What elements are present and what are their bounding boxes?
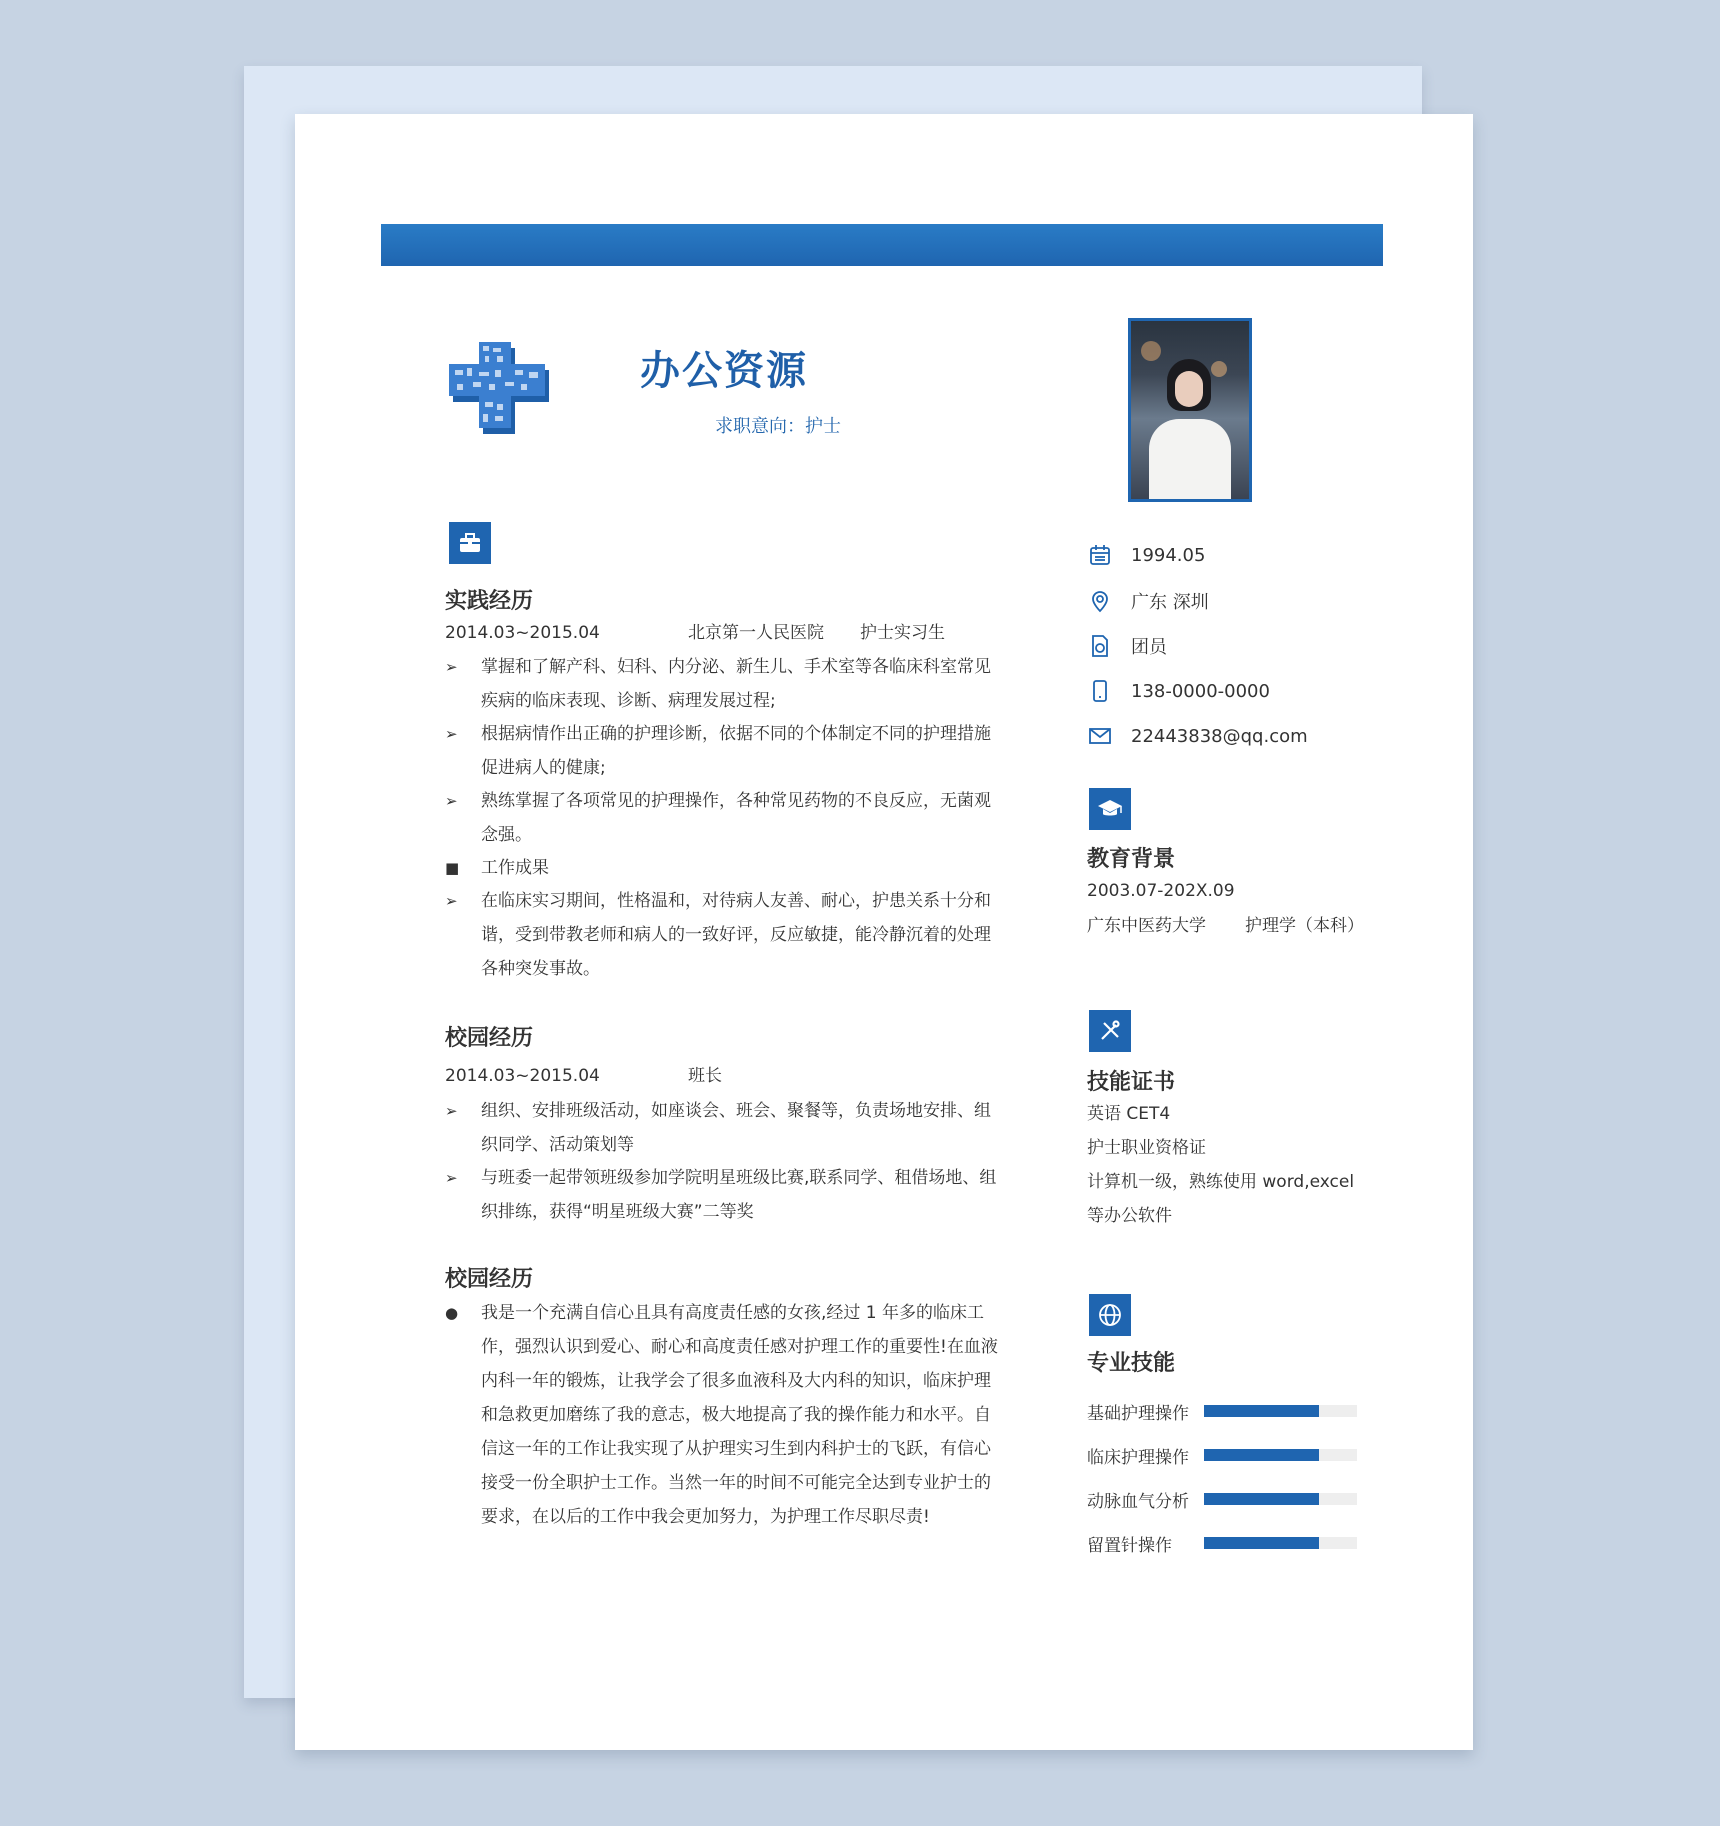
practice-org: 北京第一人民医院 <box>688 623 824 643</box>
header-bar <box>381 224 1383 266</box>
practice-role: 护士实习生 <box>860 623 945 643</box>
resume-page <box>295 114 1473 1750</box>
skill-bar <box>1204 1493 1357 1505</box>
education-school: 广东中医药大学 <box>1087 916 1206 936</box>
arrow-bullet-icon: ➢ <box>445 658 458 676</box>
campus-title: 校园经历 <box>445 1026 534 1051</box>
arrow-bullet-icon: ➢ <box>445 792 458 810</box>
list-item: ➢ 掌握和了解产科、妇科、内分泌、新生儿、手术室等各临床科室常见疾病的临床表现、诊断、病理发展过程; <box>445 650 1005 718</box>
list-item: ➢ 在临床实习期间，性格温和，对待病人友善、耐心，护患关系十分和谐，受到带教老师和病人的一致好评，反应敏捷，能冷静沉着的处理各种突发事故。 <box>445 884 1005 986</box>
arrow-bullet-icon: ➢ <box>445 1169 458 1187</box>
cross-logo-icon <box>445 332 561 436</box>
skill-row: 基础护理操作 <box>1087 1397 1357 1425</box>
list-item: ➢ 熟练掌握了各项常见的护理操作，各种常见药物的不良反应，无菌观念强。 <box>445 784 1005 852</box>
arrow-bullet-icon: ➢ <box>445 725 458 743</box>
cert-line: 等办公软件 <box>1087 1206 1172 1226</box>
education-major: 护理学（本科） <box>1245 916 1364 936</box>
education-period: 2003.07-202X.09 <box>1087 881 1235 901</box>
globe-icon <box>1089 1294 1131 1336</box>
list-item: ➢ 与班委一起带领班级参加学院明星班级比赛,联系同学、租借场地、组织排练，获得“明星班级大赛”二等奖 <box>445 1161 1005 1229</box>
tools-icon <box>1089 1010 1131 1052</box>
skill-bar-fill <box>1204 1493 1319 1505</box>
square-bullet-icon: ■ <box>445 859 460 877</box>
job-intent-label: 求职意向： <box>715 416 805 437</box>
arrow-bullet-icon: ➢ <box>445 1102 458 1120</box>
cert-line: 计算机一级，熟练使用 word,excel <box>1087 1172 1355 1192</box>
job-intent <box>715 412 841 438</box>
skill-bar <box>1204 1449 1357 1461</box>
skill-row: 临床护理操作 <box>1087 1441 1357 1469</box>
skills-title: 专业技能 <box>1087 1351 1176 1376</box>
practice-period: 2014.03~2015.04 <box>445 623 600 643</box>
candidate-name: 办公资源 <box>640 348 808 394</box>
job-intent-value: 护士 <box>805 416 841 437</box>
mail-icon <box>1087 723 1113 749</box>
cert-line: 护士职业资格证 <box>1087 1138 1206 1158</box>
skill-row: 动脉血气分析 <box>1087 1485 1357 1513</box>
arrow-bullet-icon: ➢ <box>445 892 458 910</box>
campus-role: 班长 <box>688 1066 722 1086</box>
location-pin-icon <box>1087 588 1113 614</box>
cert-line: 英语 CET4 <box>1087 1104 1171 1124</box>
info-location: 广东 深圳 <box>1087 586 1209 616</box>
info-politics: 团员 <box>1087 631 1167 661</box>
phone-icon <box>1087 678 1113 704</box>
list-item: ■ 工作成果 <box>445 851 1005 885</box>
skill-row: 留置针操作 <box>1087 1529 1357 1557</box>
skill-bar <box>1204 1405 1357 1417</box>
list-item: ➢ 根据病情作出正确的护理诊断，依据不同的个体制定不同的护理措施促进病人的健康; <box>445 717 1005 785</box>
profile-photo <box>1128 318 1252 502</box>
info-phone: 138-0000-0000 <box>1087 676 1270 706</box>
self-evaluation: ● 我是一个充满自信心且具有高度责任感的女孩,经过 1 年多的临床工作，强烈认识到爱心、耐心和高度责任感对护理工作的重要性!在血液内科一年的锻炼，让我学会了很多血液科及大内科的知识，临床护理和急救更加磨练了我的意志，极大地提高了我的操作能力和水平。自信这一年的工作让我实现了从护理实习生到内科护士的飞跃，有信心接受一份全职护士工作。当然一年的时间不可能完全达到专业护士的要求，在以后的工作中我会更加努力，为护理工作尽职尽责! <box>445 1296 1005 1534</box>
briefcase-icon <box>449 522 491 564</box>
practice-title: 实践经历 <box>445 589 534 614</box>
dot-bullet-icon: ● <box>445 1304 459 1322</box>
info-email: 22443838@qq.com <box>1087 721 1308 751</box>
skill-bar-fill <box>1204 1405 1319 1417</box>
self-title: 校园经历 <box>445 1267 534 1292</box>
certs-title: 技能证书 <box>1087 1070 1176 1095</box>
graduation-cap-icon <box>1089 788 1131 830</box>
education-title: 教育背景 <box>1087 847 1176 872</box>
document-icon <box>1087 633 1113 659</box>
campus-period: 2014.03~2015.04 <box>445 1066 600 1086</box>
calendar-icon <box>1087 542 1113 568</box>
skill-bar-fill <box>1204 1537 1319 1549</box>
skill-bar-fill <box>1204 1449 1319 1461</box>
info-birth: 1994.05 <box>1087 540 1205 570</box>
skill-bar <box>1204 1537 1357 1549</box>
list-item: ➢ 组织、安排班级活动，如座谈会、班会、聚餐等，负责场地安排、组织同学、活动策划等 <box>445 1094 1005 1162</box>
